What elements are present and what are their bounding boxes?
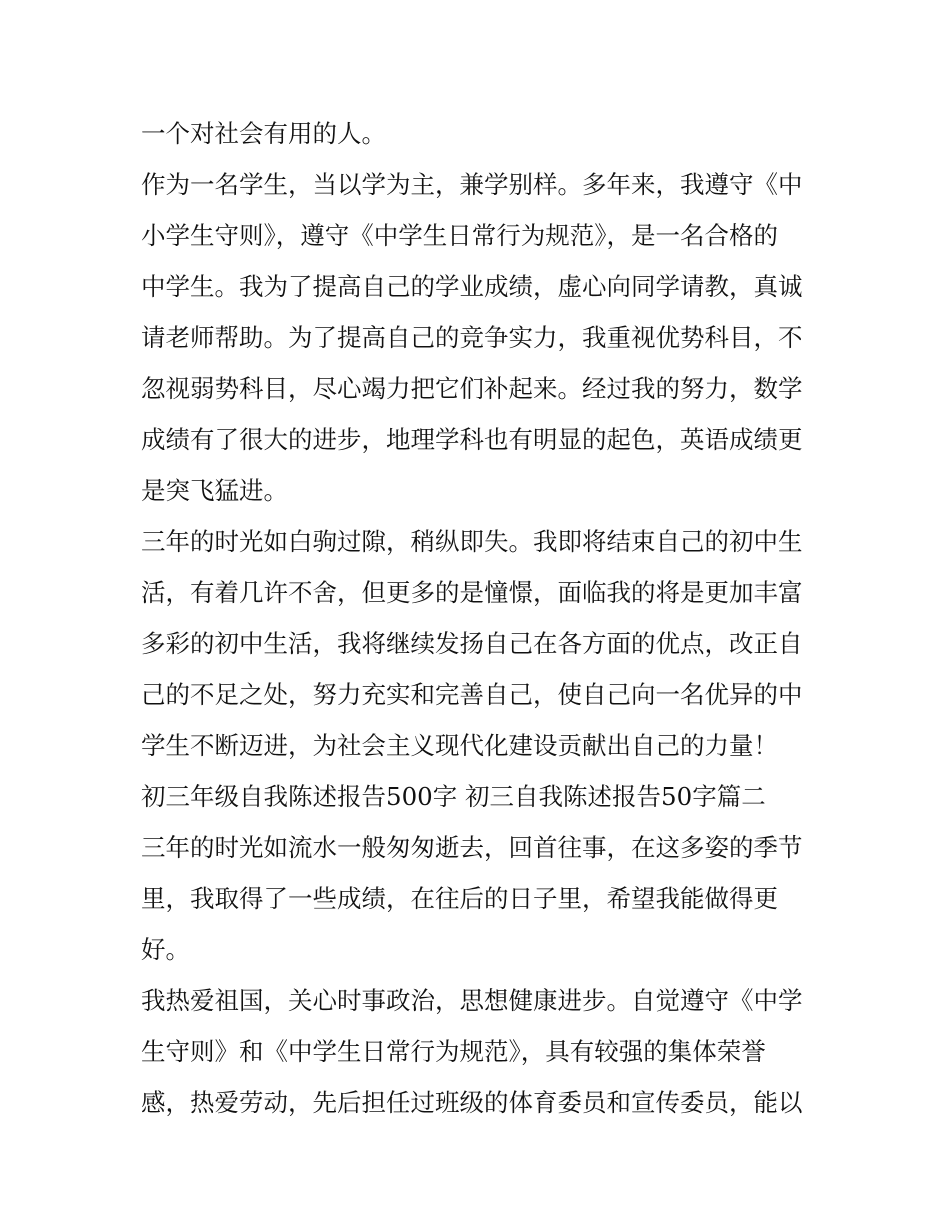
text-line: 中学生。我为了提高自己的学业成绩，虚心向同学请教，真诚: [141, 272, 803, 301]
text-line: 三年的时光如流水一般匆匆逝去，回首往事，在这多姿的季节: [141, 833, 803, 862]
text-line: 好。: [141, 935, 190, 964]
text-line: 里，我取得了一些成绩，在往后的日子里，希望我能做得更: [141, 884, 778, 913]
text-line: 多彩的初中生活，我将继续发扬自己在各方面的优点，改正自: [141, 629, 803, 658]
document-body-text: [141, 108, 821, 1128]
text-line: 我热爱祖国，关心时事政治，思想健康进步。自觉遵守《中学: [141, 986, 803, 1015]
text-line: 学生不断迈进，为社会主义现代化建设贡献出自己的力量！: [141, 731, 778, 760]
text-line: 请老师帮助。为了提高自己的竞争实力，我重视优势科目，不: [141, 323, 803, 352]
text-line: 活，有着几许不舍，但更多的是憧憬，面临我的将是更加丰富: [141, 578, 803, 607]
text-line: 生守则》和《中学生日常行为规范》，具有较强的集体荣誉: [141, 1037, 766, 1066]
text-line: 成绩有了很大的进步，地理学科也有明显的起色，英语成绩更: [141, 425, 803, 454]
text-line: 己的不足之处，努力充实和完善自己，使自己向一名优异的中: [141, 680, 803, 709]
text-line: 三年的时光如白驹过隙，稍纵即失。我即将结束自己的初中生: [141, 527, 803, 556]
text-line: 作为一名学生，当以学为主，兼学别样。多年来，我遵守《中: [141, 170, 803, 199]
text-line: 是突飞猛进。: [141, 476, 288, 505]
section-heading-line: 初三年级自我陈述报告500字 初三自我陈述报告50字篇二: [141, 782, 766, 811]
text-line: 小学生守则》，遵守《中学生日常行为规范》，是一名合格的: [141, 221, 778, 250]
text-line: 忽视弱势科目，尽心竭力把它们补起来。经过我的努力，数学: [141, 374, 803, 403]
text-line: 一个对社会有用的人。: [141, 119, 386, 148]
text-line: 感，热爱劳动，先后担任过班级的体育委员和宣传委员，能以: [141, 1088, 803, 1117]
